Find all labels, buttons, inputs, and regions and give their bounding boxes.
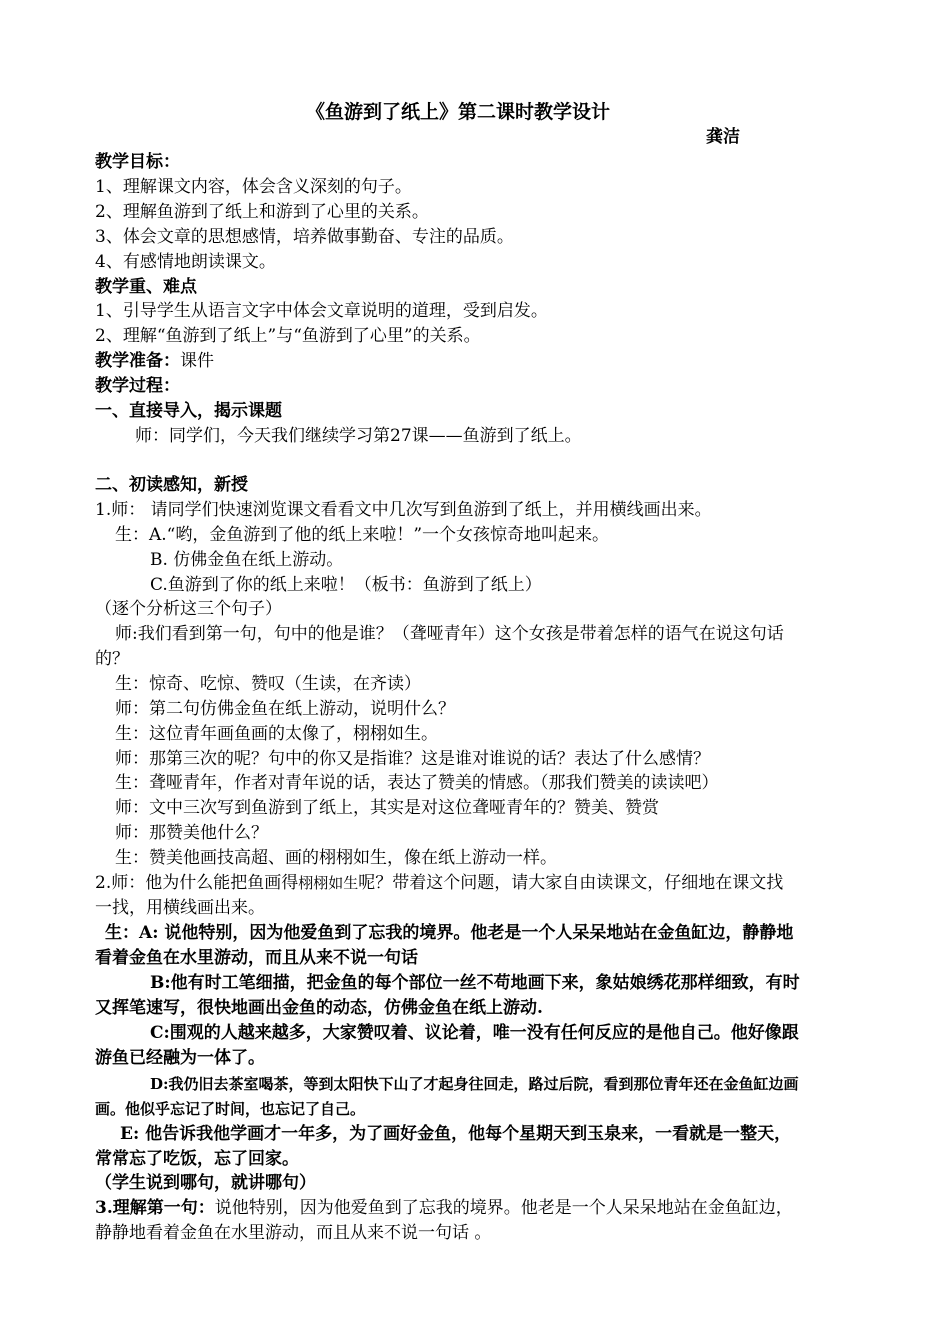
paragraph-line: 游鱼已经融为一体了。 xyxy=(95,1048,265,1068)
paragraph-line: 常常忘了吃饭，忘了回家。 xyxy=(95,1149,299,1169)
paragraph-line: E: 他告诉我他学画才一年多，为了画好金鱼，他每个星期天到玉泉来，一看就是一整天， xyxy=(120,1124,792,1144)
paragraph-line: 生：聋哑青年，作者对青年说的话，表达了赞美的情感。（那我们赞美的读读吧） xyxy=(115,773,719,793)
paragraph-line xyxy=(95,872,783,894)
paragraph-line: （逐个分析这三个句子） xyxy=(95,599,282,619)
paragraph-line: 生：A.“哟，金鱼游到了他的纸上来啦！”一个女孩惊奇地叫起来。 xyxy=(115,525,610,545)
section-heading: 二、初读感知，新授 xyxy=(95,475,248,495)
key-point-item: 2、理解“鱼游到了纸上”与“鱼游到了心里”的关系。 xyxy=(95,326,481,346)
process-heading: 教学过程： xyxy=(95,376,180,396)
paragraph-line: 画。他似乎忘记了时间，也忘记了自己。 xyxy=(95,1100,366,1118)
text-run: 栩栩如生 xyxy=(298,874,359,892)
preparation-label: 教学准备： xyxy=(95,351,180,371)
paragraph-line: 生：惊奇、吃惊、赞叹（生读，在齐读） xyxy=(115,674,421,694)
paragraph-line: 生：A: 说他特别，因为他爱鱼到了忘我的境界。他老是一个人呆呆地站在金鱼缸边，静静地 xyxy=(105,923,794,943)
paragraph-line: D:我仍旧去茶室喝茶，等到太阳快下山了才起身往回走，路过后院，看到那位青年还在金鱼缸边画 xyxy=(150,1075,799,1093)
preparation-line xyxy=(95,350,214,372)
text-run: 2.师：他为什么能把鱼画得 xyxy=(95,873,299,893)
paragraph-line: C:围观的人越来越多，大家赞叹着、议论着，唯一没有任何反应的是他自己。他好像跟 xyxy=(150,1023,799,1043)
key-points-heading: 教学重、难点 xyxy=(95,277,197,297)
paragraph-line: 生：赞美他画技高超、画的栩栩如生，像在纸上游动一样。 xyxy=(115,848,557,868)
document-title: 《鱼游到了纸上》第二课时教学设计 xyxy=(306,101,611,123)
goal-item: 3、体会文章的思想感情，培养做事勤奋、专注的品质。 xyxy=(95,227,514,247)
paragraph-line: 师：同学们，今天我们继续学习第27课——鱼游到了纸上。 xyxy=(135,426,582,446)
paragraph-line: 的？ xyxy=(95,649,129,669)
paragraph-line: 1.师： 请同学们快速浏览课文看看文中几次写到鱼游到了纸上，并用横线画出来。 xyxy=(95,500,712,520)
paragraph-line: 生：这位青年画鱼画的太像了，栩栩如生。 xyxy=(115,724,438,744)
paragraph-line: （学生说到哪句，就讲哪句） xyxy=(95,1173,316,1193)
paragraph-line: 师：文中三次写到鱼游到了纸上，其实是对这位聋哑青年的？赞美、赞赏 xyxy=(115,798,659,818)
paragraph-line: B:他有时工笔细描，把金鱼的每个部位一丝不苟地画下来，象姑娘绣花那样细致，有时 xyxy=(150,973,800,993)
paragraph-line: 一找，用横线画出来。 xyxy=(95,898,265,918)
paragraph-line: 师:我们看到第一句，句中的他是谁？（聋哑青年）这个女孩是带着怎样的语气在说这句话 xyxy=(115,624,784,644)
author-name: 龚洁 xyxy=(706,127,740,147)
text-run: 说他特别，因为他爱鱼到了忘我的境界。他老是一个人呆呆地站在金鱼缸边， xyxy=(214,1198,793,1218)
paragraph-line: 又挥笔速写，很快地画出金鱼的动态，仿佛金鱼在纸上游动. xyxy=(95,998,543,1018)
goal-item: 4、有感情地朗读课文。 xyxy=(95,252,276,272)
preparation-value: 课件 xyxy=(180,351,214,371)
text-run: 呢？带着这个问题，请大家自由读课文，仔细地在课文找 xyxy=(358,873,784,893)
section-heading: 一、直接导入，揭示课题 xyxy=(95,401,282,421)
paragraph-line xyxy=(95,1197,793,1219)
paragraph-line: 师：那赞美他什么？ xyxy=(115,823,268,843)
goal-item: 1、理解课文内容，体会含义深刻的句子。 xyxy=(95,177,412,197)
key-point-item: 1、引导学生从语言文字中体会文章说明的道理，受到启发。 xyxy=(95,301,548,321)
goals-heading: 教学目标： xyxy=(95,152,180,172)
goal-item: 2、理解鱼游到了纸上和游到了心里的关系。 xyxy=(95,202,429,222)
paragraph-line: 师：那第三次的呢？句中的你又是指谁？这是谁对谁说的话？表达了什么感情？ xyxy=(115,749,710,769)
paragraph-line: B. 仿佛金鱼在纸上游动。 xyxy=(150,550,344,570)
paragraph-line: 静静地看着金鱼在水里游动，而且从来不说一句话 。 xyxy=(95,1223,492,1243)
paragraph-line: C.鱼游到了你的纸上来啦！（板书：鱼游到了纸上） xyxy=(150,575,542,595)
text-run: 3.理解第一句： xyxy=(95,1198,215,1218)
paragraph-line: 看着金鱼在水里游动，而且从来不说一句话 xyxy=(95,948,418,968)
paragraph-line: 师：第二句仿佛金鱼在纸上游动，说明什么？ xyxy=(115,699,455,719)
